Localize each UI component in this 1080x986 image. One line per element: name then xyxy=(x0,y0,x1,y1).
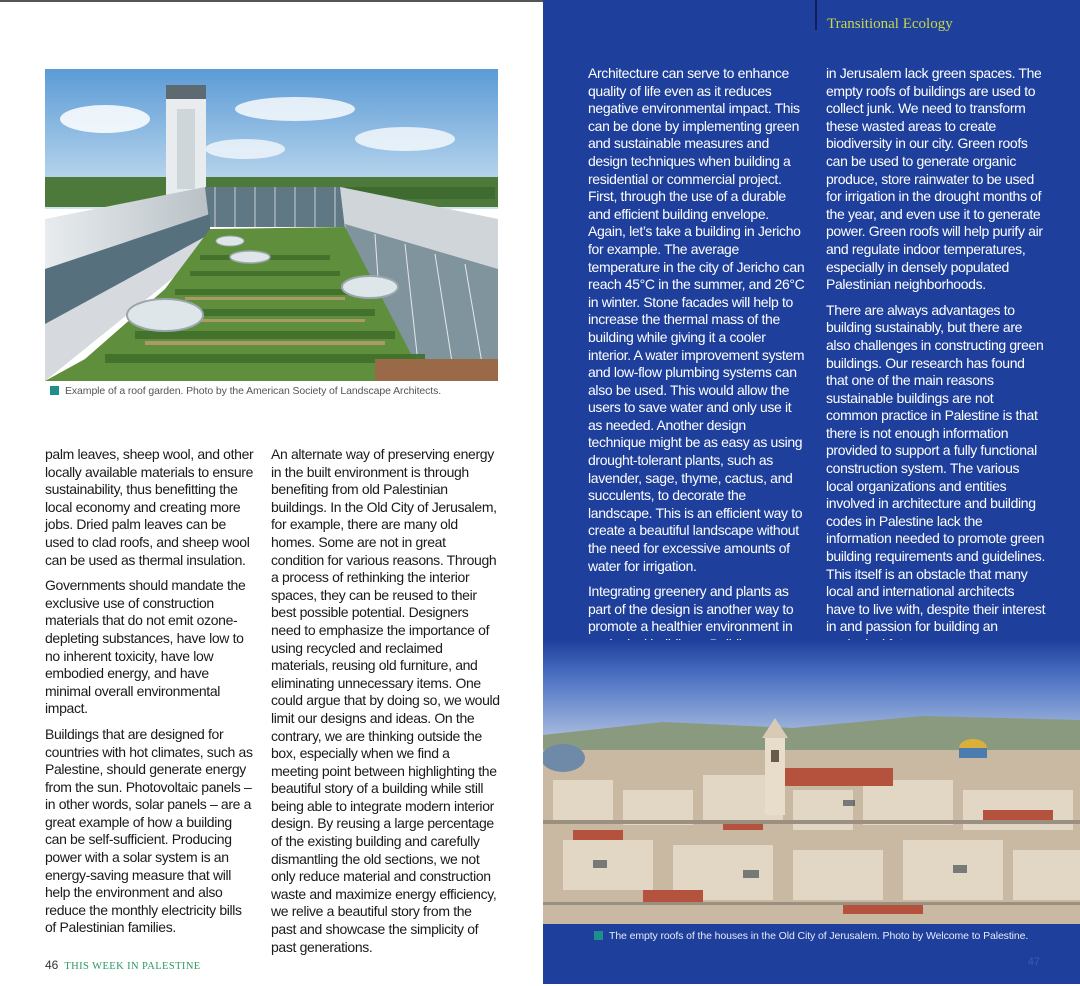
right-column-1 xyxy=(588,65,806,662)
paragraph: There are always advantages to building sustainably, but there are also challenges in constructing green buildings. Our research has found that one of the main reasons sustainable buildings are not common practice in Palestine is that there is not enough information provided to support a fully functional construction system. The various local organizations and entities involved in architecture and building codes in Palestine lack the information needed to promote green building requirements and guidelines. This itself is an obstacle that many local and international architects have to live with, despite their interest in and passion for building an xyxy=(826,301,1046,635)
caption-text: The empty roofs of the houses in the Old City of Jerusalem. Photo by Welcome to Palestine. xyxy=(609,930,1029,942)
paragraph: in Jerusalem lack green spaces. The empty roofs of buildings are used to collect junk. We need to transform these wasted areas to create biodiversity in our city. Green roofs can be used to generate organic produce, store rainwater to be used for irrigation in the drought months of the year, and even use it to generate power. Green roofs will help purify air and regulate indoor temperatures, especially in densely populated Palestinian neighborhoods. xyxy=(826,65,1043,293)
paragraph: Buildings that are designed for countries with hot climates, such as Palestine, should generate energy from the sun. Photovoltaic panels – in other words, solar panels – are a great example of how a building can be self-sufficient. Producing power with a solar system is an energy-saving measure that will help the environment and also reduce the monthly electricity bills of Palestinian families. xyxy=(45,725,253,936)
left-column-1 xyxy=(45,446,255,945)
paragraph: Integrating greenery and plants as part of the design is another way to promote a healthier environment in xyxy=(588,583,794,635)
paragraph: An alternate way of preserving energy in the built environment is through benefiting from old Palestinian buildings. In the Old City of Jerusalem, for example, there are many old homes. Some are not in great condition for various reasons. Through a process of rethinking the interior spaces, they can be reused to their best possible potential. Designers need to emphasize the importance of using recycled and reclaimed materials, reusing old furniture, and eliminating unnecessary items. One could argue that by doing so, we would limit our designs and ideas. On the contrary, we are thinking outside the box, especially when we find a meeting point between highlighting the beautiful story of a building while still being able to integrate modern interior design. By reusing a large percentage of the existing building and carefully dismantling the old sections, we not only reduce material and construction waste and maximize energy efficiency, we relive a beautiful story from the past and showcase the simplicity of past generations. xyxy=(271,446,500,955)
left-column-2 xyxy=(271,446,500,964)
section-divider xyxy=(815,0,817,30)
section-title: Transitional Ecology xyxy=(827,16,953,32)
roof-garden-photo xyxy=(45,69,498,381)
paragraph: Governments should mandate the exclusive use of construction materials that do not emit ozone-depleting substances, have low to no inherent toxicity, have low embodied energy, and have minimal overall environmental impact. xyxy=(45,577,246,717)
left-page-footer xyxy=(45,958,201,972)
page-number: 46 xyxy=(45,958,59,972)
caption-marker-square xyxy=(594,931,603,940)
caption-marker-square xyxy=(50,386,59,395)
paragraph: Architecture can serve to enhance quality of life even as it reduces negative environmental impact. This can be done by implementing green and sustainable measures and design techniques when building a residential or commercial project. First, through the use of a durable and efficient building envelope. Again, let’s take a building in Jericho for example. The average temperature in the city of Jericho can reach 45°C in the summer, and 26°C in winter. Stone facades will help to increase the thermal mass of the building while giving it a cooler interior. A water improvement system and low-flow plumbing systems can also be used. This would allow the users to save water and only use it as needed. Another design technique might be as easy as using drought-tolerant plants, such as lavender, sage, thyme, cactus, and succulents, to decorate the landscape. This is an efficient way to create a beautiful landscape without the need for excessive amounts of water for irrigation. xyxy=(588,65,805,574)
paragraph: palm leaves, sheep wool, and other locally available materials to ensure sustainability, thus benefitting the local economy and creating more jobs. Dried palm leaves can be used to clad roofs, and sheep wool can be used as thermal insulation. xyxy=(45,446,254,568)
caption-text: Example of a roof garden. Photo by the American Society of Landscape Architects. xyxy=(65,385,442,397)
jerusalem-caption xyxy=(594,930,1028,942)
right-column-2 xyxy=(826,65,1046,662)
right-page-number: 47 xyxy=(1027,956,1040,968)
roof-garden-caption xyxy=(50,385,441,397)
magazine-name: THIS WEEK IN PALESTINE xyxy=(64,961,201,972)
jerusalem-rooftops-photo xyxy=(543,640,1080,924)
